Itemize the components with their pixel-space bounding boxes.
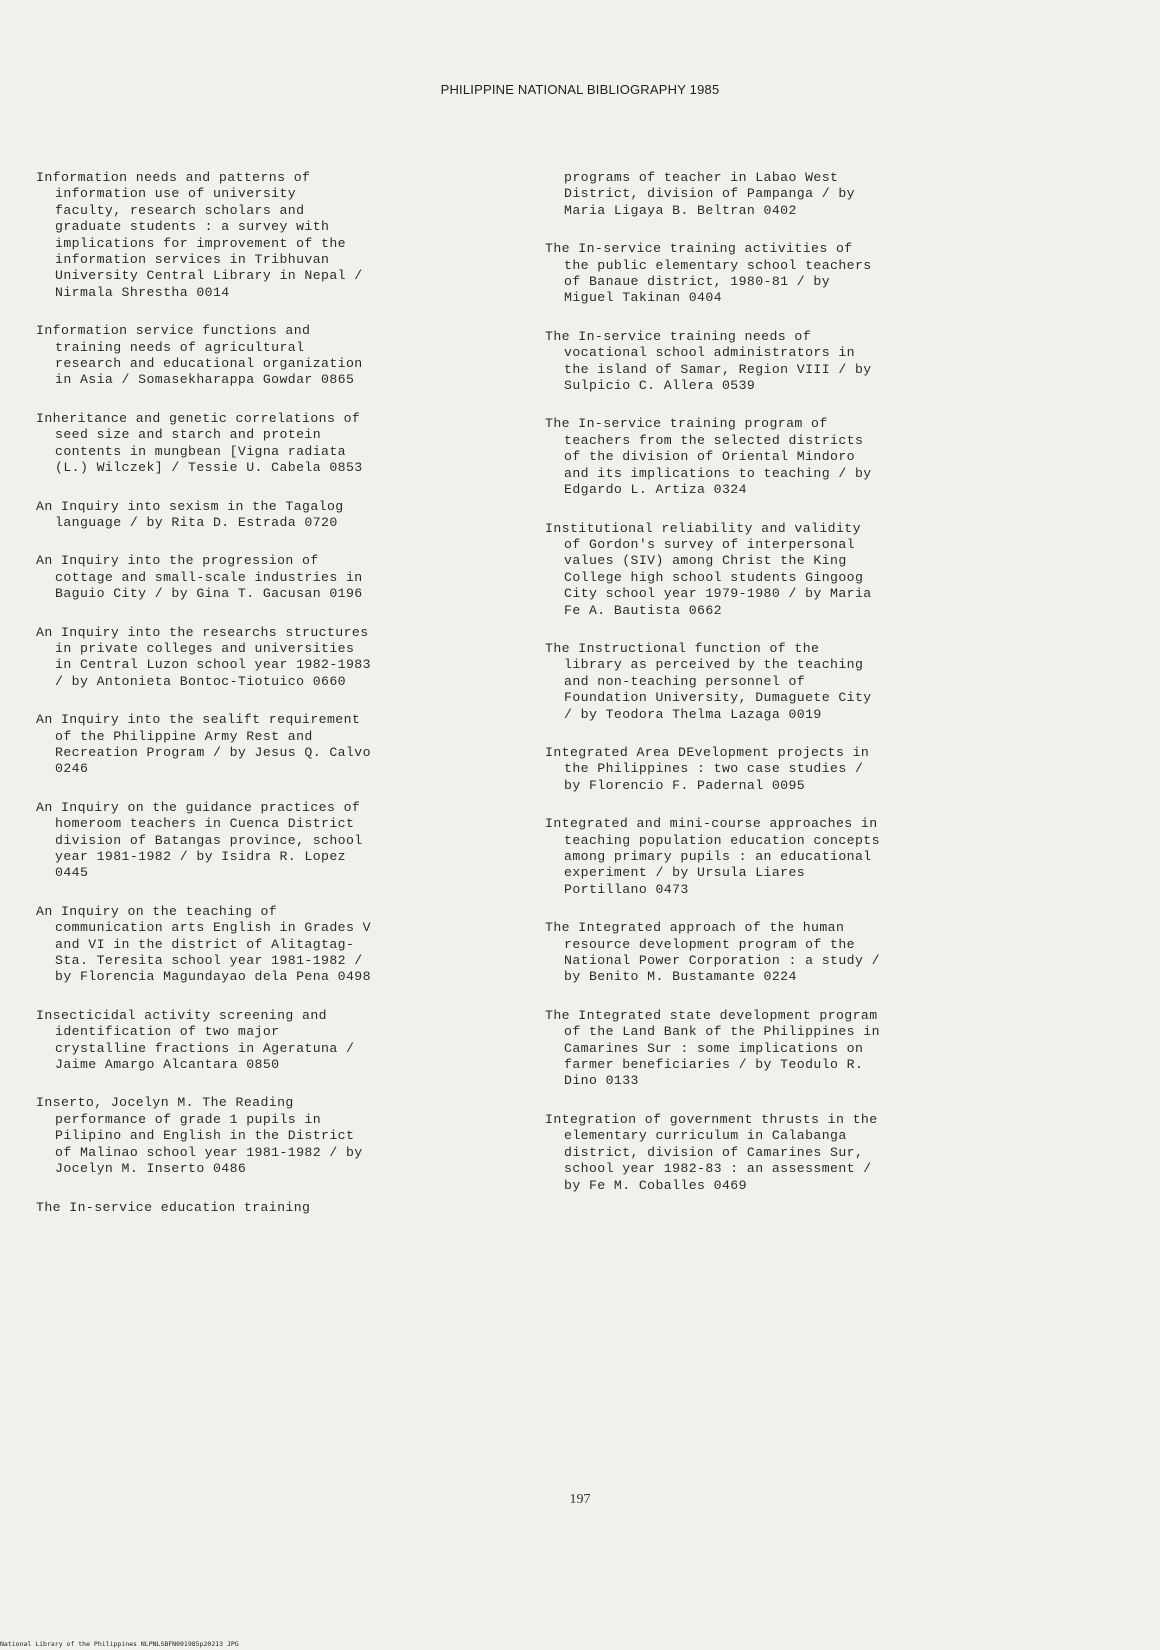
bibliography-entry: An Inquiry into the sealift requirement of the Philippine Army Rest and Recreation Program / by Jesus Q. Calvo 0246 [36,712,371,777]
bibliography-entry: Inheritance and genetic correlations of seed size and starch and protein contents in mungbean [Vigna radiata (L.) Wilczek] / Tessie U. Cabela 0853 [36,410,363,476]
bibliography-entry: Insecticidal activity screening and identification of two major crystalline fractions in Ageratuna / Jaime Amargo Alcantara 0850 [36,1007,355,1073]
bibliography-entry: An Inquiry into sexism in the Tagalog language / by Rita D. Estrada 0720 [36,498,344,530]
bibliography-entry-continuation: programs of teacher in Labao West District, division of Pampanga / by Maria Ligaya B. Beltran 0402 [564,170,855,218]
bibliography-entry: An Inquiry on the teaching of communication arts English in Grades V and VI in the district of Alitagtag- Sta. Teresita school year 1981-1982 / by Florencia Magundayao dela Pena 0498 [36,903,371,985]
bibliography-entry: The In-service training needs of vocational school administrators in the island of Samar, Region VIII / by Sulpicio C. Allera 0539 [545,328,872,394]
page-header [0,82,1160,97]
bibliography-entry: The In-service training program of teachers from the selected districts of the division of Oriental Mindoro and its implications to teaching / by Edgardo L. Artiza 0324 [545,416,872,498]
bibliography-entry: Institutional reliability and validity of Gordon's survey of interpersonal values (SIV) among Christ the King College high school students Gingoog City school year 1979-1980 / by Maria Fe A. Bautista 0662 [545,520,872,618]
bibliography-entry: The In-service education training [36,1199,311,1215]
bibliography-entry: The In-service training activities of the public elementary school teachers of Banaue district, 1980-81 / by Miguel Takinan 0404 [545,241,872,306]
bibliography-entry: The Integrated approach of the human resource development program of the National Power Corporation : a study / by Benito M. Bustamante 0224 [545,920,880,985]
page-number: 197 [569,1492,591,1507]
bibliography-entry: Inserto, Jocelyn M. The Reading performance of grade 1 pupils in Pilipino and English in the District of Malinao school year 1981-1982 / by Jocelyn M. Inserto 0486 [36,1095,363,1177]
bibliography-entry: Integration of government thrusts in the elementary curriculum in Calabanga district, division of Camarines Sur, school year 1982-83 : an assessment / by Fe M. Coballes 0469 [545,1111,878,1193]
bibliography-entry: The Integrated state development program of the Land Bank of the Philippines in Camarines Sur : some implications on farmer beneficiaries / by Teodulo R. Dino 0133 [545,1007,880,1089]
bibliography-entry: Information needs and patterns of information use of university faculty, research scholars and graduate students : a survey with implications for improvement of the information services in Tribhuvan University Central Library in Nepal / Nirmala Shrestha 0014 [36,170,363,300]
bibliography-title: PHILIPPINE NATIONAL BIBLIOGRAPHY 1985 [440,82,720,97]
bibliography-entry: The Instructional function of the library as perceived by the teaching and non-teaching personnel of Foundation University, Dumaguete City / by Teodora Thelma Lazaga 0019 [545,640,872,722]
bibliography-entry: An Inquiry into the progression of cottage and small-scale industries in Baguio City / by Gina T. Gacusan 0196 [36,553,363,602]
bibliography-entry: Integrated and mini-course approaches in teaching population education concepts among primary pupils : an educational experiment / by Ursula Liares Portillano 0473 [545,816,880,897]
scan-footer: National Library of the Philippines NLPNLSBFN091985p20213 JPG [0,1640,239,1648]
bibliography-entry: Integrated Area DEvelopment projects in the Philippines : two case studies / by Florencio F. Padernal 0095 [545,744,870,793]
bibliography-entry: Information service functions and training needs of agricultural research and educational organization in Asia / Somasekharappa Gowdar 0865 [36,323,363,388]
left-column [36,170,546,1238]
bibliography-entry: An Inquiry into the researchs structures in private colleges and universities in Central Luzon school year 1982-1983 / by Antonieta Bontoc-Tiotuico 0660 [36,624,371,689]
bibliography-entry: An Inquiry on the guidance practices of homeroom teachers in Cuenca District division of Batangas province, school year 1981-1982 / by Isidra R. Lopez 0445 [36,799,363,881]
right-column [545,170,1025,1216]
